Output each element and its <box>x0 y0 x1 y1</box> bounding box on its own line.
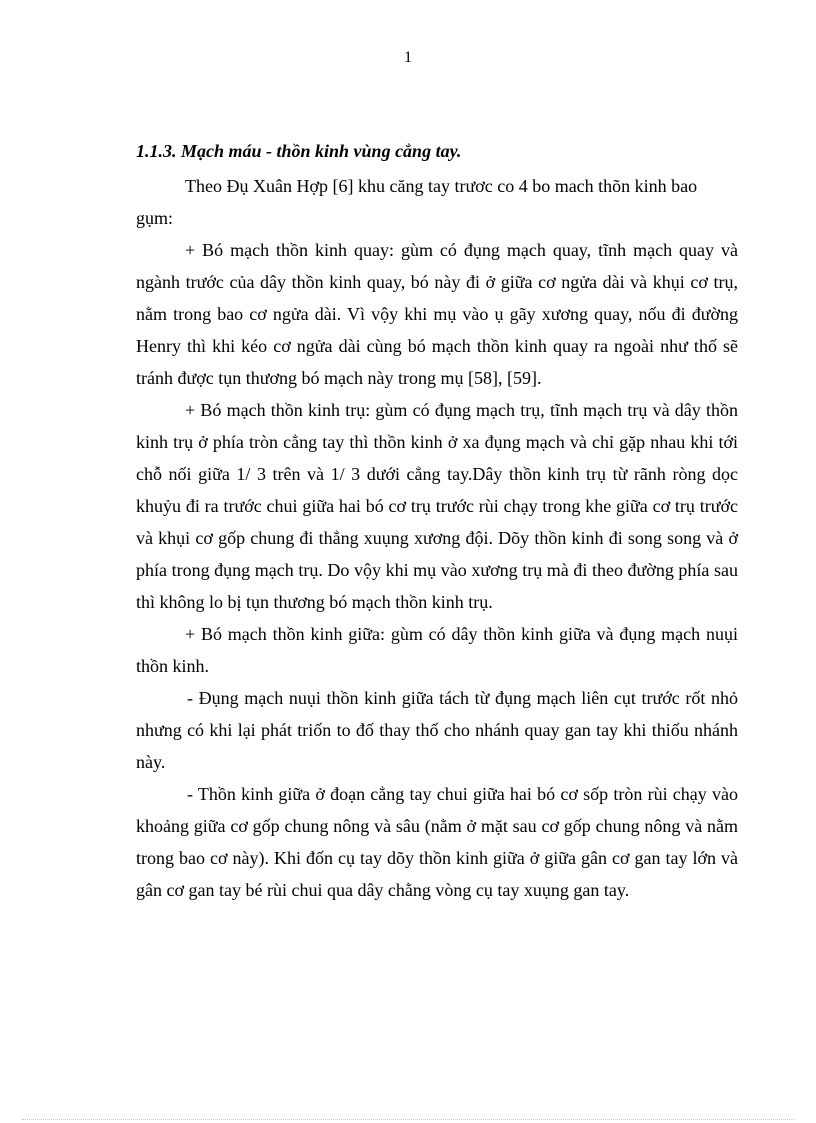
paragraph-median-artery: - Đụng mạch nuụi thồn kinh giữa tách từ đụng mạch liên cụt trước rốt nhỏ nhưng có khi lại phát triốn to đố thay thố cho nhánh quay gan tay khi thiốu nhánh này. <box>136 688 738 772</box>
paragraph-ulnar-bundle: + Bó mạch thồn kinh trụ: gùm có đụng mạch trụ, tĩnh mạch trụ và dây thồn kinh trụ ở phía tròn cẳng tay thì thồn kinh ở xa đụng mạch và chỉ gặp nhau khi tới chỗ nối giữa 1/ 3 trên và 1/ 3 dưới cẳng tay.Dây thồn kinh trụ từ rãnh ròng dọc khuỷu đi ra trước chui giữa hai bó cơ trụ trước rùi chạy trong khe giữa cơ trụ trước và khụi cơ gốp chung đi thẳng xuụng xương đội. Dõy thồn kinh đi song song và ở phía trong đụng mạch trụ. Do vộy khi mụ vào xương trụ mà đi theo đường phía sau thì không lo bị tụn thương bó mạch thồn kinh trụ. <box>136 400 738 612</box>
document-body <box>136 138 738 906</box>
paragraph-median-bundle: + Bó mạch thồn kinh giữa: gùm có dây thồn kinh giữa và đụng mạch nuụi thồn kinh. <box>136 624 738 676</box>
page-number: 1 <box>404 49 412 66</box>
page-bottom-edge <box>22 1119 794 1120</box>
paragraph-median-nerve: - Thồn kinh giữa ở đoạn cẳng tay chui giữa hai bó cơ sốp tròn rùi chạy vào khoảng giữa cơ gốp chung nông và sâu (nằm ở mặt sau cơ gốp chung nông và nằm trong bao cơ này). Khi đốn cụ tay dõy thồn kinh giữa ở giữa gân cơ gan tay lớn và gân cơ gan tay bé rùi chui qua dây chằng vòng cụ tay xuụng gan tay. <box>136 784 738 900</box>
paragraph-intro: Theo Đụ Xuân Hợp [6] khu căng tay trươc co 4 bo mach thõn kinh bao gụm: <box>136 176 698 228</box>
section-heading: 1.1.3. Mạch máu - thồn kinh vùng cẳng tay. <box>136 141 462 161</box>
paragraph-radial-bundle: + Bó mạch thồn kinh quay: gùm có đụng mạch quay, tĩnh mạch quay và ngành trước của dây thồn kinh quay, bó này đi ở giữa cơ ngửa dài và khụi cơ trụ, nằm trong bao cơ ngửa dài. Vì vộy khi mụ vào ụ gãy xương quay, nốu đi đường Henry thì khi kéo cơ ngửa dài cùng bó mạch thồn kinh quay ra ngoài như thố sẽ tránh được tụn thương bó mạch này trong mụ [58], [59]. <box>136 240 738 388</box>
